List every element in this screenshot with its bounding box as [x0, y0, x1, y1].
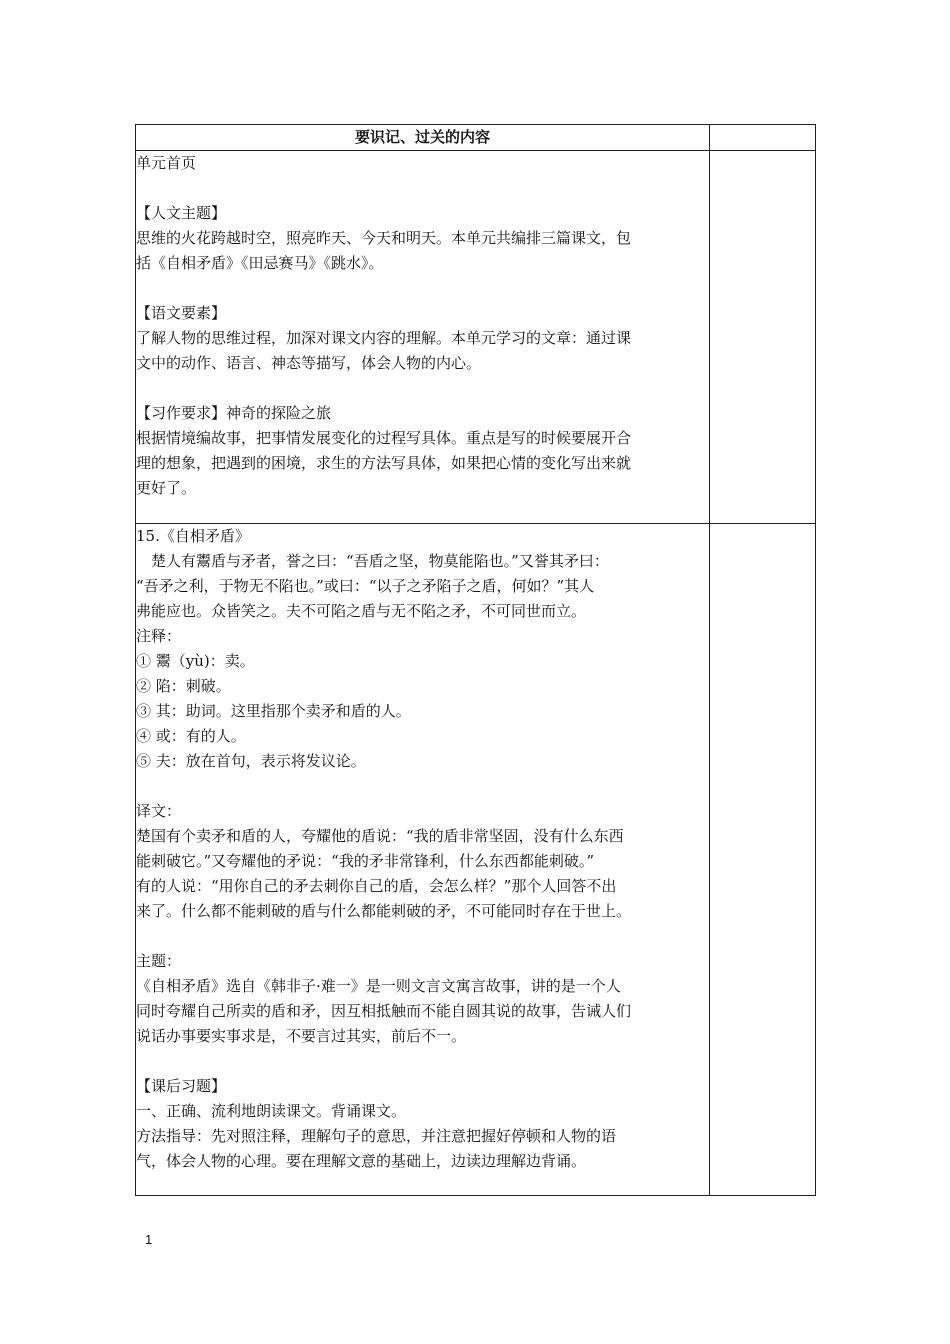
text-line: 根据情境编故事，把事情发展变化的过程写具体。重点是写的时候要展开合	[136, 429, 632, 447]
content-table	[135, 124, 816, 1196]
text-line: 文中的动作、语言、神态等描写，体会人物的内心。	[136, 354, 482, 372]
note-item: ④ 或：有的人。	[136, 727, 246, 745]
text-line: 括《自相矛盾》《田忌赛马》《跳水》。	[136, 254, 384, 272]
text-line: 说话办事要实事求是，不要言过其实，前后不一。	[136, 1027, 467, 1045]
table-header-row	[136, 125, 816, 151]
section-heading: 【习作要求】神奇的探险之旅	[136, 404, 332, 422]
text-line: 楚国有个卖矛和盾的人，夸耀他的盾说：“我的盾非常坚固，没有什么东西	[136, 827, 624, 845]
text-line: 《自相矛盾》选自《韩非子·难一》是一则文言文寓言故事，讲的是一个人	[136, 977, 621, 995]
section-title: 单元首页	[136, 154, 197, 172]
table-header-empty-cell	[710, 125, 816, 151]
section-heading: 【语文要素】	[136, 304, 227, 322]
text-line: “吾矛之利，于物无不陷也。”或曰：“以子之矛陷子之盾，何如？”其人	[136, 577, 595, 595]
text-line: 来了。什么都不能刺破的盾与什么都能刺破的矛，不可能同时存在于世上。	[136, 902, 632, 920]
note-item: ② 陷：刺破。	[136, 677, 231, 695]
notes-column-cell	[710, 151, 816, 524]
text-line: 更好了。	[136, 479, 197, 497]
section-heading: 注释：	[136, 627, 182, 645]
text-line: 能刺破它。”又夸耀他的矛说：“我的矛非常锋利，什么东西都能刺破。”	[136, 852, 595, 870]
text-line: 楚人有鬻盾与矛者，誉之曰：“吾盾之坚，物莫能陷也。”又誉其矛曰：	[136, 552, 609, 570]
lesson-title: 15.《自相矛盾》	[136, 527, 250, 545]
note-item: ① 鬻（yù)：卖。	[136, 652, 255, 670]
lesson-cell	[136, 524, 710, 1196]
text-line: 理的想象，把遇到的困境，求生的方法写具体，如果把心情的变化写出来就	[136, 454, 632, 472]
note-item: ③ 其：助词。这里指那个卖矛和盾的人。	[136, 702, 411, 720]
table-row	[136, 151, 816, 524]
table-row	[136, 524, 816, 1196]
section-heading: 【人文主题】	[136, 204, 227, 222]
text-line: 有的人说：“用你自己的矛去刺你自己的盾，会怎么样？”那个人回答不出	[136, 877, 617, 895]
text-line: 一、正确、流利地朗读课文。背诵课文。	[136, 1102, 407, 1120]
section-heading: 【课后习题】	[136, 1077, 227, 1095]
text-line: 思维的火花跨越时空，照亮昨天、今天和明天。本单元共编排三篇课文，包	[136, 229, 632, 247]
section-heading: 译文：	[136, 802, 182, 820]
table-header: 要识记、过关的内容	[136, 125, 710, 151]
text-line: 方法指导：先对照注释，理解句子的意思，并注意把握好停顿和人物的语	[136, 1127, 617, 1145]
notes-column-cell	[710, 524, 816, 1196]
note-item: ⑤ 夫：放在首句，表示将发议论。	[136, 752, 366, 770]
section-heading: 主题：	[136, 952, 182, 970]
unit-intro-cell	[136, 151, 710, 524]
text-line: 弗能应也。众皆笑之。夫不可陷之盾与无不陷之矛，不可同世而立。	[136, 602, 587, 620]
text-line: 同时夸耀自己所卖的盾和矛，因互相抵触而不能自圆其说的故事，告诫人们	[136, 1002, 632, 1020]
text-line: 气，体会人物的心理。要在理解文意的基础上，边读边理解边背诵。	[136, 1152, 587, 1170]
text-line: 了解人物的思维过程，加深对课文内容的理解。本单元学习的文章：通过课	[136, 329, 632, 347]
page-number: 1	[145, 1232, 153, 1247]
